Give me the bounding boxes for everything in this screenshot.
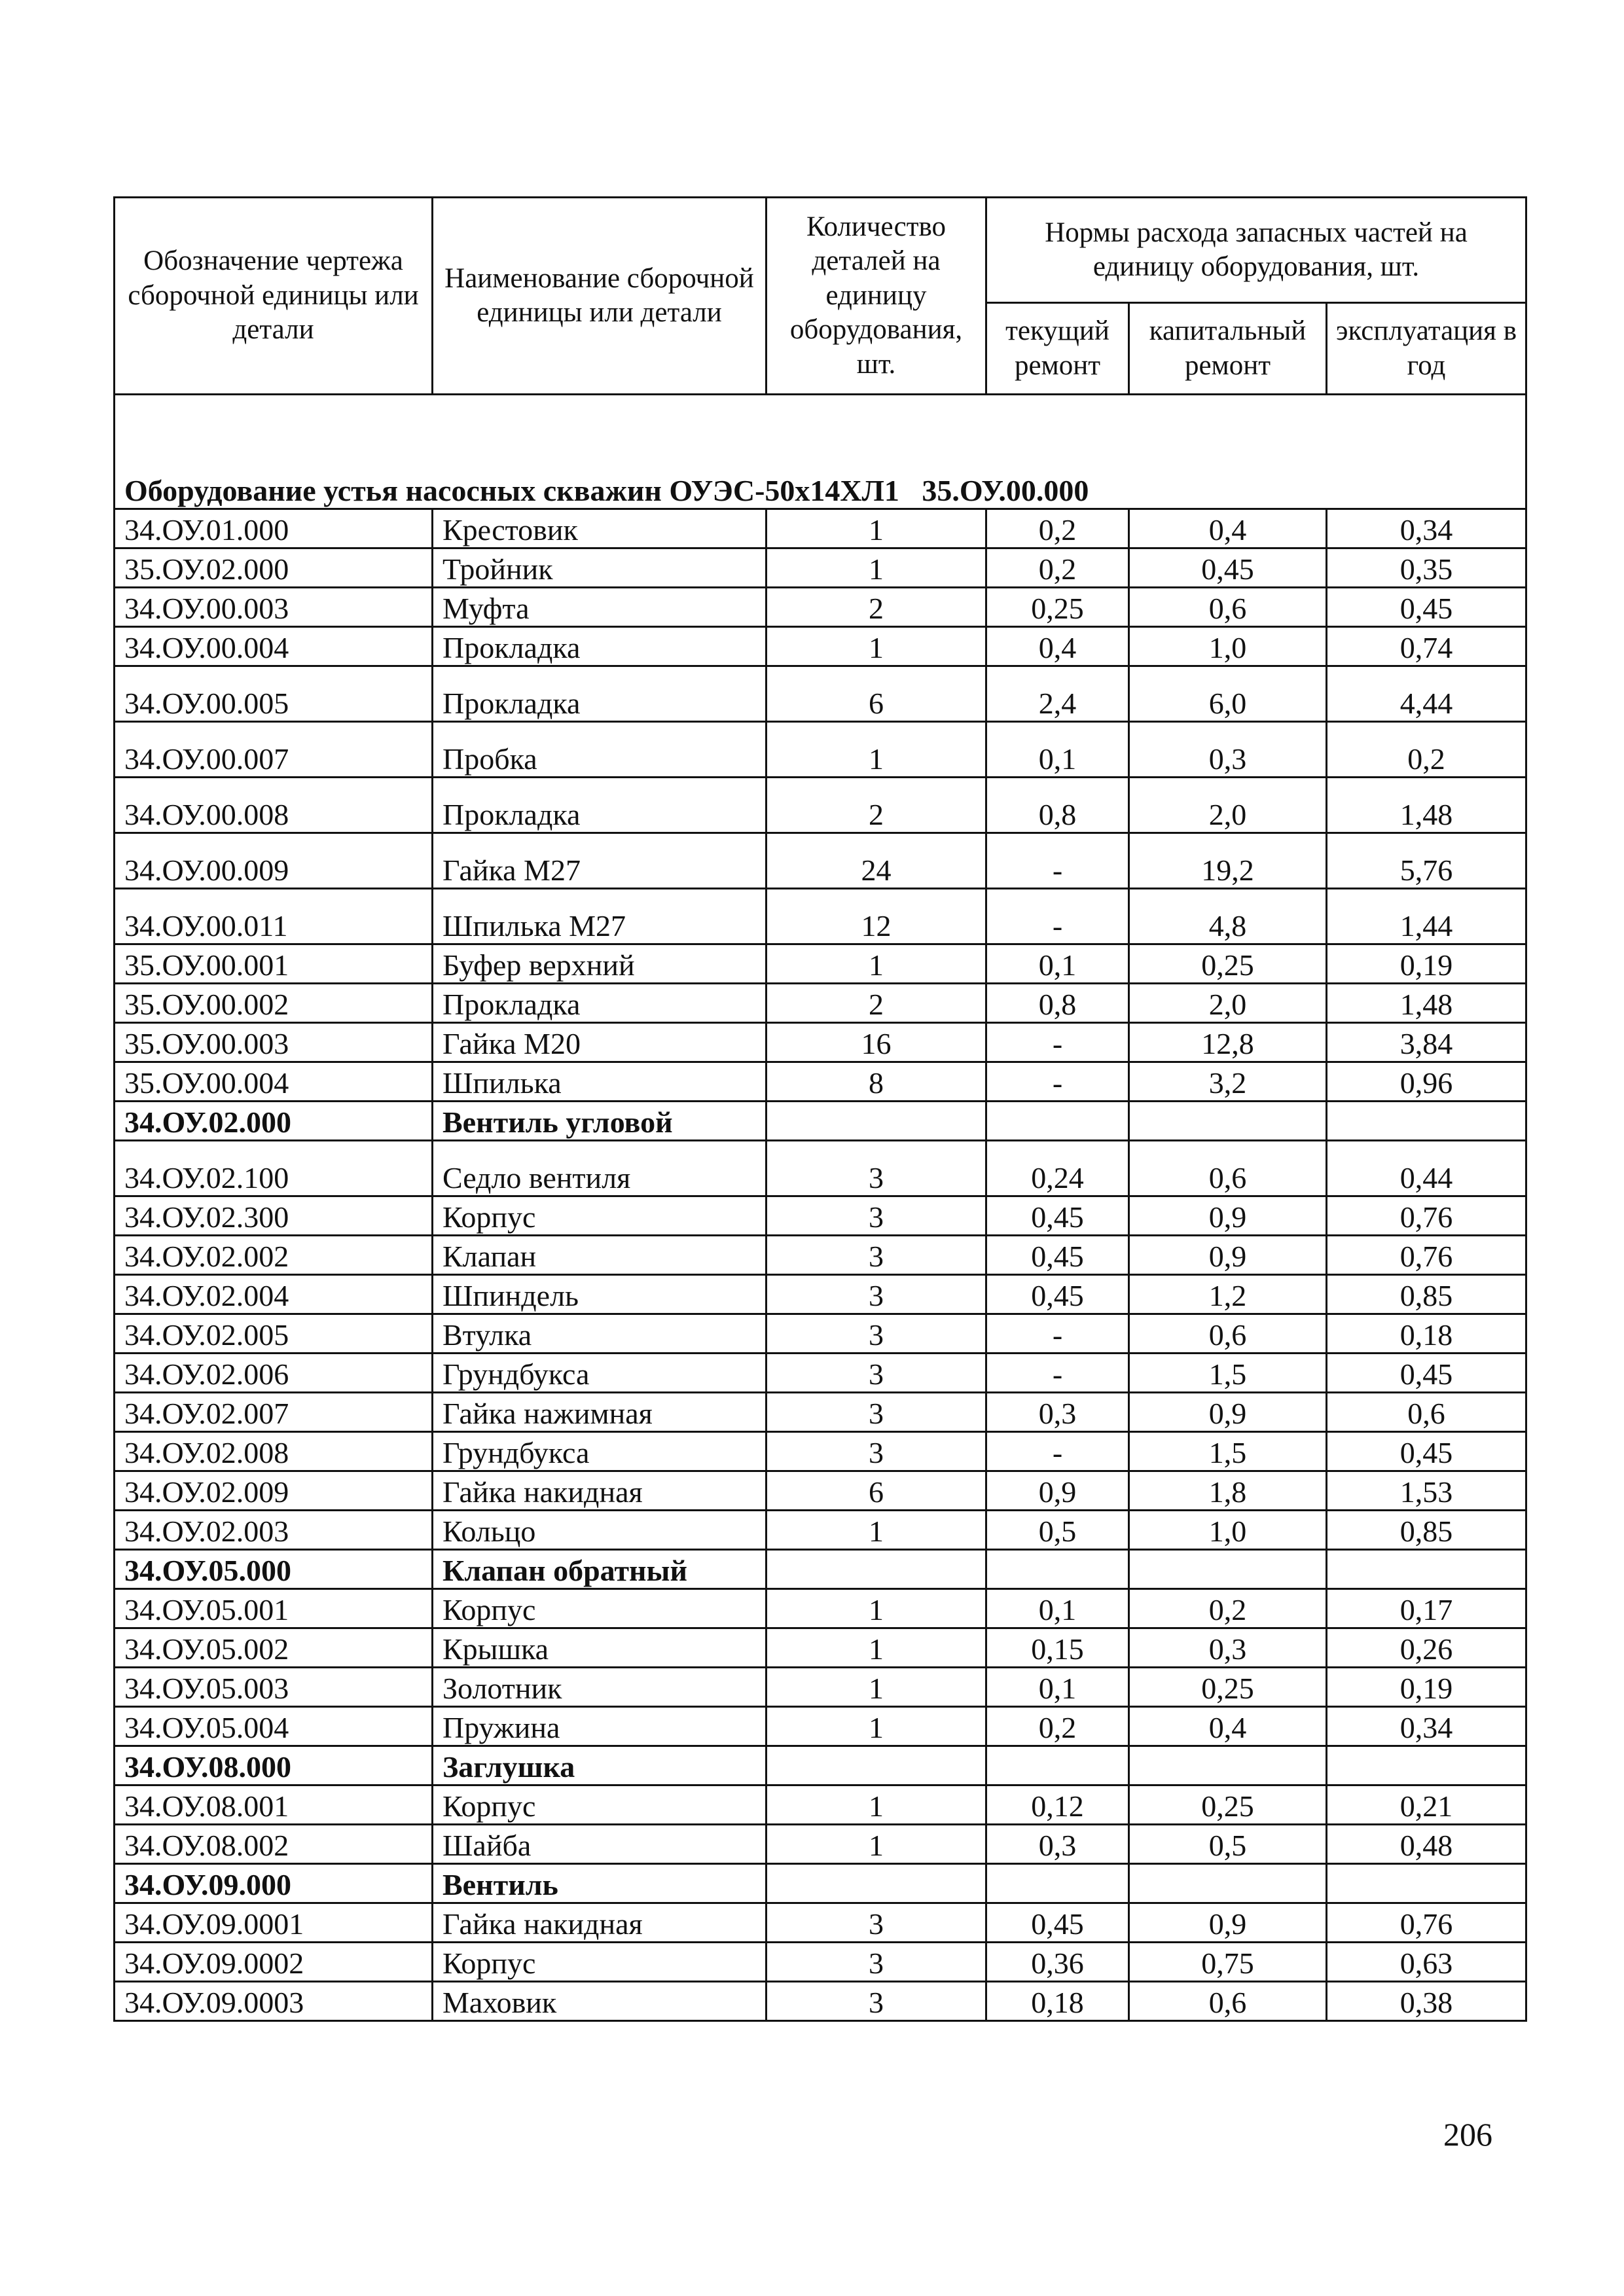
page-number: 206 [1443, 2116, 1492, 2153]
current-repair-cell: 0,1 [986, 944, 1129, 984]
table-row [115, 1023, 1526, 1062]
current-repair-cell [986, 1550, 1129, 1589]
exploitation-cell: 0,6 [1327, 1393, 1526, 1432]
capital-repair-cell: 1,0 [1129, 1511, 1327, 1550]
drawing-code-cell: 34.ОУ.08.002 [115, 1825, 433, 1864]
quantity-cell: 3 [767, 1903, 986, 1943]
capital-repair-cell: 3,2 [1129, 1062, 1327, 1102]
current-repair-cell: 0,9 [986, 1471, 1129, 1511]
capital-repair-cell: 6,0 [1129, 666, 1327, 722]
item-name-cell: Корпус [433, 1785, 767, 1825]
quantity-cell: 3 [767, 1943, 986, 1982]
item-name-cell: Пружина [433, 1707, 767, 1746]
exploitation-cell: 0,26 [1327, 1628, 1526, 1668]
item-name-cell: Прокладка [433, 666, 767, 722]
capital-repair-cell: 0,2 [1129, 1589, 1327, 1628]
exploitation-cell: 0,45 [1327, 1354, 1526, 1393]
exploitation-cell: 0,85 [1327, 1275, 1526, 1314]
quantity-cell: 2 [767, 588, 986, 627]
exploitation-cell: 0,35 [1327, 548, 1526, 588]
capital-repair-cell [1129, 1746, 1327, 1785]
capital-repair-cell: 0,4 [1129, 509, 1327, 548]
drawing-code-cell: 34.ОУ.02.007 [115, 1393, 433, 1432]
exploitation-cell: 0,44 [1327, 1141, 1526, 1196]
table-row [115, 1196, 1526, 1236]
item-name-cell: Крестовик [433, 509, 767, 548]
capital-repair-cell: 1,8 [1129, 1471, 1327, 1511]
header-quantity: Количество деталей на единицу оборудования, шт. [767, 198, 986, 395]
current-repair-cell: 0,1 [986, 1589, 1129, 1628]
item-name-cell: Гайка нажимная [433, 1393, 767, 1432]
table-row [115, 666, 1526, 722]
current-repair-cell: 0,45 [986, 1903, 1129, 1943]
current-repair-cell: 0,1 [986, 722, 1129, 778]
capital-repair-cell: 0,75 [1129, 1943, 1327, 1982]
exploitation-cell: 0,38 [1327, 1982, 1526, 2021]
current-repair-cell: 0,2 [986, 548, 1129, 588]
quantity-cell: 1 [767, 1511, 986, 1550]
quantity-cell: 6 [767, 1471, 986, 1511]
drawing-code-cell: 35.ОУ.00.003 [115, 1023, 433, 1062]
quantity-cell: 12 [767, 889, 986, 944]
capital-repair-cell [1129, 1864, 1327, 1903]
item-name-cell: Шпилька [433, 1062, 767, 1102]
drawing-code-cell: 34.ОУ.09.000 [115, 1864, 433, 1903]
drawing-code-cell: 34.ОУ.01.000 [115, 509, 433, 548]
exploitation-cell: 3,84 [1327, 1023, 1526, 1062]
capital-repair-cell: 4,8 [1129, 889, 1327, 944]
exploitation-cell: 0,21 [1327, 1785, 1526, 1825]
capital-repair-cell: 0,9 [1129, 1393, 1327, 1432]
exploitation-cell [1327, 1864, 1526, 1903]
exploitation-cell: 0,45 [1327, 1432, 1526, 1471]
capital-repair-cell: 19,2 [1129, 833, 1327, 889]
table-row [115, 627, 1526, 666]
quantity-cell: 3 [767, 1196, 986, 1236]
item-name-cell: Прокладка [433, 984, 767, 1023]
drawing-code-cell: 35.ОУ.00.004 [115, 1062, 433, 1102]
capital-repair-cell: 0,3 [1129, 722, 1327, 778]
quantity-cell: 1 [767, 1668, 986, 1707]
item-name-cell: Втулка [433, 1314, 767, 1354]
drawing-code-cell: 34.ОУ.00.009 [115, 833, 433, 889]
quantity-cell: 1 [767, 722, 986, 778]
capital-repair-cell: 0,45 [1129, 548, 1327, 588]
capital-repair-cell: 0,6 [1129, 588, 1327, 627]
quantity-cell [767, 1102, 986, 1141]
quantity-cell: 3 [767, 1432, 986, 1471]
current-repair-cell: 0,8 [986, 778, 1129, 833]
capital-repair-cell: 0,6 [1129, 1982, 1327, 2021]
table-row [115, 1275, 1526, 1314]
quantity-cell: 3 [767, 1354, 986, 1393]
table-row [115, 833, 1526, 889]
table-row [115, 1236, 1526, 1275]
quantity-cell: 24 [767, 833, 986, 889]
quantity-cell [767, 1746, 986, 1785]
quantity-cell: 16 [767, 1023, 986, 1062]
item-name-cell: Гайка накидная [433, 1471, 767, 1511]
item-name-cell: Шайба [433, 1825, 767, 1864]
table-row [115, 984, 1526, 1023]
quantity-cell: 1 [767, 548, 986, 588]
drawing-code-cell: 34.ОУ.02.004 [115, 1275, 433, 1314]
table-row [115, 588, 1526, 627]
current-repair-cell: - [986, 1354, 1129, 1393]
quantity-cell [767, 1550, 986, 1589]
drawing-code-cell: 34.ОУ.00.005 [115, 666, 433, 722]
exploitation-cell: 0,76 [1327, 1903, 1526, 1943]
current-repair-cell [986, 1102, 1129, 1141]
table-row [115, 1825, 1526, 1864]
table-row [115, 1354, 1526, 1393]
capital-repair-cell: 0,5 [1129, 1825, 1327, 1864]
header-current-repair: текущий ремонт [986, 303, 1129, 395]
item-name-cell: Гайка М20 [433, 1023, 767, 1062]
current-repair-cell: - [986, 1023, 1129, 1062]
drawing-code-cell: 34.ОУ.02.005 [115, 1314, 433, 1354]
item-name-cell: Шпиндель [433, 1275, 767, 1314]
exploitation-cell [1327, 1746, 1526, 1785]
table-row [115, 722, 1526, 778]
quantity-cell: 3 [767, 1314, 986, 1354]
exploitation-cell: 0,76 [1327, 1236, 1526, 1275]
quantity-cell: 1 [767, 1628, 986, 1668]
item-name-cell: Гайка М27 [433, 833, 767, 889]
exploitation-cell: 4,44 [1327, 666, 1526, 722]
table-row [115, 1589, 1526, 1628]
current-repair-cell: 0,2 [986, 1707, 1129, 1746]
header-row-1 [115, 198, 1526, 303]
exploitation-cell: 0,63 [1327, 1943, 1526, 1982]
exploitation-cell: 0,45 [1327, 588, 1526, 627]
item-name-cell: Крышка [433, 1628, 767, 1668]
drawing-code-cell: 34.ОУ.05.000 [115, 1550, 433, 1589]
capital-repair-cell: 0,9 [1129, 1196, 1327, 1236]
current-repair-cell [986, 1864, 1129, 1903]
drawing-code-cell: 34.ОУ.02.006 [115, 1354, 433, 1393]
table-row [115, 778, 1526, 833]
exploitation-cell: 0,85 [1327, 1511, 1526, 1550]
item-name-cell: Прокладка [433, 778, 767, 833]
exploitation-cell [1327, 1550, 1526, 1589]
drawing-code-cell: 34.ОУ.02.002 [115, 1236, 433, 1275]
table-row [115, 1511, 1526, 1550]
exploitation-cell: 1,53 [1327, 1471, 1526, 1511]
table-row [115, 889, 1526, 944]
drawing-code-cell: 34.ОУ.05.001 [115, 1589, 433, 1628]
exploitation-cell: 0,19 [1327, 944, 1526, 984]
table-row [115, 1903, 1526, 1943]
item-name-cell: Шпилька М27 [433, 889, 767, 944]
current-repair-cell: 0,1 [986, 1668, 1129, 1707]
item-name-cell: Корпус [433, 1589, 767, 1628]
drawing-code-cell: 34.ОУ.09.0002 [115, 1943, 433, 1982]
drawing-code-cell: 34.ОУ.05.002 [115, 1628, 433, 1668]
capital-repair-cell: 1,5 [1129, 1354, 1327, 1393]
item-name-cell: Клапан [433, 1236, 767, 1275]
quantity-cell: 1 [767, 1785, 986, 1825]
table-row [115, 1785, 1526, 1825]
exploitation-cell: 5,76 [1327, 833, 1526, 889]
exploitation-cell: 1,48 [1327, 984, 1526, 1023]
drawing-code-cell: 34.ОУ.02.003 [115, 1511, 433, 1550]
drawing-code-cell: 35.ОУ.00.002 [115, 984, 433, 1023]
header-drawing-designation: Обозначение чертежа сборочной единицы или детали [115, 198, 433, 395]
drawing-code-cell: 34.ОУ.00.011 [115, 889, 433, 944]
exploitation-cell: 1,44 [1327, 889, 1526, 944]
quantity-cell: 1 [767, 627, 986, 666]
quantity-cell [767, 1864, 986, 1903]
section-title: Оборудование устья насосных скважин ОУЭС-50х14ХЛ1 35.ОУ.00.000 [115, 395, 1526, 509]
current-repair-cell: 0,45 [986, 1236, 1129, 1275]
capital-repair-cell: 0,25 [1129, 944, 1327, 984]
item-name-cell: Вентиль [433, 1864, 767, 1903]
quantity-cell: 3 [767, 1141, 986, 1196]
table-row [115, 1982, 1526, 2021]
capital-repair-cell: 0,6 [1129, 1314, 1327, 1354]
exploitation-cell: 0,34 [1327, 509, 1526, 548]
quantity-cell: 1 [767, 1707, 986, 1746]
exploitation-cell: 0,76 [1327, 1196, 1526, 1236]
quantity-cell: 6 [767, 666, 986, 722]
header-capital-repair: капитальный ремонт [1129, 303, 1327, 395]
table-row [115, 1943, 1526, 1982]
drawing-code-cell: 34.ОУ.08.000 [115, 1746, 433, 1785]
item-name-cell: Заглушка [433, 1746, 767, 1785]
spare-parts-norms-table [113, 196, 1527, 2022]
exploitation-cell: 0,17 [1327, 1589, 1526, 1628]
current-repair-cell [986, 1746, 1129, 1785]
current-repair-cell: 0,12 [986, 1785, 1129, 1825]
section-title-row [115, 395, 1526, 509]
capital-repair-cell: 0,4 [1129, 1707, 1327, 1746]
current-repair-cell: 0,3 [986, 1393, 1129, 1432]
item-name-cell: Гайка накидная [433, 1903, 767, 1943]
drawing-code-cell: 34.ОУ.02.100 [115, 1141, 433, 1196]
table-row [115, 548, 1526, 588]
current-repair-cell: 2,4 [986, 666, 1129, 722]
item-name-cell: Золотник [433, 1668, 767, 1707]
group-row [115, 1550, 1526, 1589]
current-repair-cell: 0,45 [986, 1196, 1129, 1236]
current-repair-cell: - [986, 833, 1129, 889]
header-exploitation: эксплуатация в год [1327, 303, 1526, 395]
capital-repair-cell: 2,0 [1129, 778, 1327, 833]
group-row [115, 1864, 1526, 1903]
exploitation-cell: 0,74 [1327, 627, 1526, 666]
item-name-cell: Грундбукса [433, 1354, 767, 1393]
drawing-code-cell: 34.ОУ.00.003 [115, 588, 433, 627]
quantity-cell: 1 [767, 1825, 986, 1864]
capital-repair-cell: 2,0 [1129, 984, 1327, 1023]
table-body [115, 198, 1526, 2021]
item-name-cell: Пробка [433, 722, 767, 778]
quantity-cell: 2 [767, 778, 986, 833]
group-row [115, 1746, 1526, 1785]
exploitation-cell [1327, 1102, 1526, 1141]
current-repair-cell: 0,25 [986, 588, 1129, 627]
current-repair-cell: 0,24 [986, 1141, 1129, 1196]
current-repair-cell: - [986, 889, 1129, 944]
current-repair-cell: - [986, 1062, 1129, 1102]
quantity-cell: 3 [767, 1275, 986, 1314]
quantity-cell: 1 [767, 944, 986, 984]
drawing-code-cell: 34.ОУ.05.004 [115, 1707, 433, 1746]
current-repair-cell: 0,36 [986, 1943, 1129, 1982]
quantity-cell: 1 [767, 509, 986, 548]
capital-repair-cell: 1,0 [1129, 627, 1327, 666]
capital-repair-cell: 0,25 [1129, 1785, 1327, 1825]
group-row [115, 1102, 1526, 1141]
table-row [115, 1062, 1526, 1102]
table-row [115, 1393, 1526, 1432]
item-name-cell: Муфта [433, 588, 767, 627]
drawing-code-cell: 34.ОУ.02.000 [115, 1102, 433, 1141]
capital-repair-cell: 0,9 [1129, 1236, 1327, 1275]
item-name-cell: Корпус [433, 1196, 767, 1236]
item-name-cell: Грундбукса [433, 1432, 767, 1471]
current-repair-cell: 0,2 [986, 509, 1129, 548]
current-repair-cell: 0,4 [986, 627, 1129, 666]
exploitation-cell: 0,96 [1327, 1062, 1526, 1102]
table-row [115, 1314, 1526, 1354]
drawing-code-cell: 34.ОУ.00.007 [115, 722, 433, 778]
item-name-cell: Тройник [433, 548, 767, 588]
capital-repair-cell: 1,2 [1129, 1275, 1327, 1314]
drawing-code-cell: 34.ОУ.00.004 [115, 627, 433, 666]
exploitation-cell: 0,19 [1327, 1668, 1526, 1707]
quantity-cell: 3 [767, 1393, 986, 1432]
quantity-cell: 1 [767, 1589, 986, 1628]
quantity-cell: 3 [767, 1982, 986, 2021]
drawing-code-cell: 34.ОУ.09.0003 [115, 1982, 433, 2021]
capital-repair-cell: 0,25 [1129, 1668, 1327, 1707]
capital-repair-cell [1129, 1550, 1327, 1589]
capital-repair-cell: 0,6 [1129, 1141, 1327, 1196]
item-name-cell: Кольцо [433, 1511, 767, 1550]
table-row [115, 1707, 1526, 1746]
current-repair-cell: 0,5 [986, 1511, 1129, 1550]
item-name-cell: Вентиль угловой [433, 1102, 767, 1141]
current-repair-cell: 0,15 [986, 1628, 1129, 1668]
exploitation-cell: 0,48 [1327, 1825, 1526, 1864]
exploitation-cell: 1,48 [1327, 778, 1526, 833]
quantity-cell: 2 [767, 984, 986, 1023]
current-repair-cell: 0,45 [986, 1275, 1129, 1314]
drawing-code-cell: 34.ОУ.02.008 [115, 1432, 433, 1471]
quantity-cell: 8 [767, 1062, 986, 1102]
drawing-code-cell: 34.ОУ.00.008 [115, 778, 433, 833]
current-repair-cell: - [986, 1432, 1129, 1471]
current-repair-cell: 0,18 [986, 1982, 1129, 2021]
drawing-code-cell: 35.ОУ.02.000 [115, 548, 433, 588]
header-item-name: Наименование сборочной единицы или детали [433, 198, 767, 395]
table-row [115, 1628, 1526, 1668]
drawing-code-cell: 34.ОУ.09.0001 [115, 1903, 433, 1943]
capital-repair-cell: 1,5 [1129, 1432, 1327, 1471]
item-name-cell: Маховик [433, 1982, 767, 2021]
capital-repair-cell: 0,3 [1129, 1628, 1327, 1668]
table-row [115, 1141, 1526, 1196]
capital-repair-cell: 0,9 [1129, 1903, 1327, 1943]
capital-repair-cell [1129, 1102, 1327, 1141]
table-row [115, 509, 1526, 548]
item-name-cell: Прокладка [433, 627, 767, 666]
drawing-code-cell: 34.ОУ.05.003 [115, 1668, 433, 1707]
item-name-cell: Буфер верхний [433, 944, 767, 984]
table-row [115, 944, 1526, 984]
table-row [115, 1432, 1526, 1471]
header-norms: Нормы расхода запасных частей на единицу оборудования, шт. [986, 198, 1526, 303]
item-name-cell: Клапан обратный [433, 1550, 767, 1589]
current-repair-cell: 0,8 [986, 984, 1129, 1023]
current-repair-cell: 0,3 [986, 1825, 1129, 1864]
current-repair-cell: - [986, 1314, 1129, 1354]
item-name-cell: Корпус [433, 1943, 767, 1982]
drawing-code-cell: 34.ОУ.08.001 [115, 1785, 433, 1825]
table-row [115, 1668, 1526, 1707]
drawing-code-cell: 34.ОУ.02.009 [115, 1471, 433, 1511]
table-row [115, 1471, 1526, 1511]
exploitation-cell: 0,2 [1327, 722, 1526, 778]
capital-repair-cell: 12,8 [1129, 1023, 1327, 1062]
item-name-cell: Седло вентиля [433, 1141, 767, 1196]
exploitation-cell: 0,18 [1327, 1314, 1526, 1354]
drawing-code-cell: 35.ОУ.00.001 [115, 944, 433, 984]
quantity-cell: 3 [767, 1236, 986, 1275]
drawing-code-cell: 34.ОУ.02.300 [115, 1196, 433, 1236]
exploitation-cell: 0,34 [1327, 1707, 1526, 1746]
